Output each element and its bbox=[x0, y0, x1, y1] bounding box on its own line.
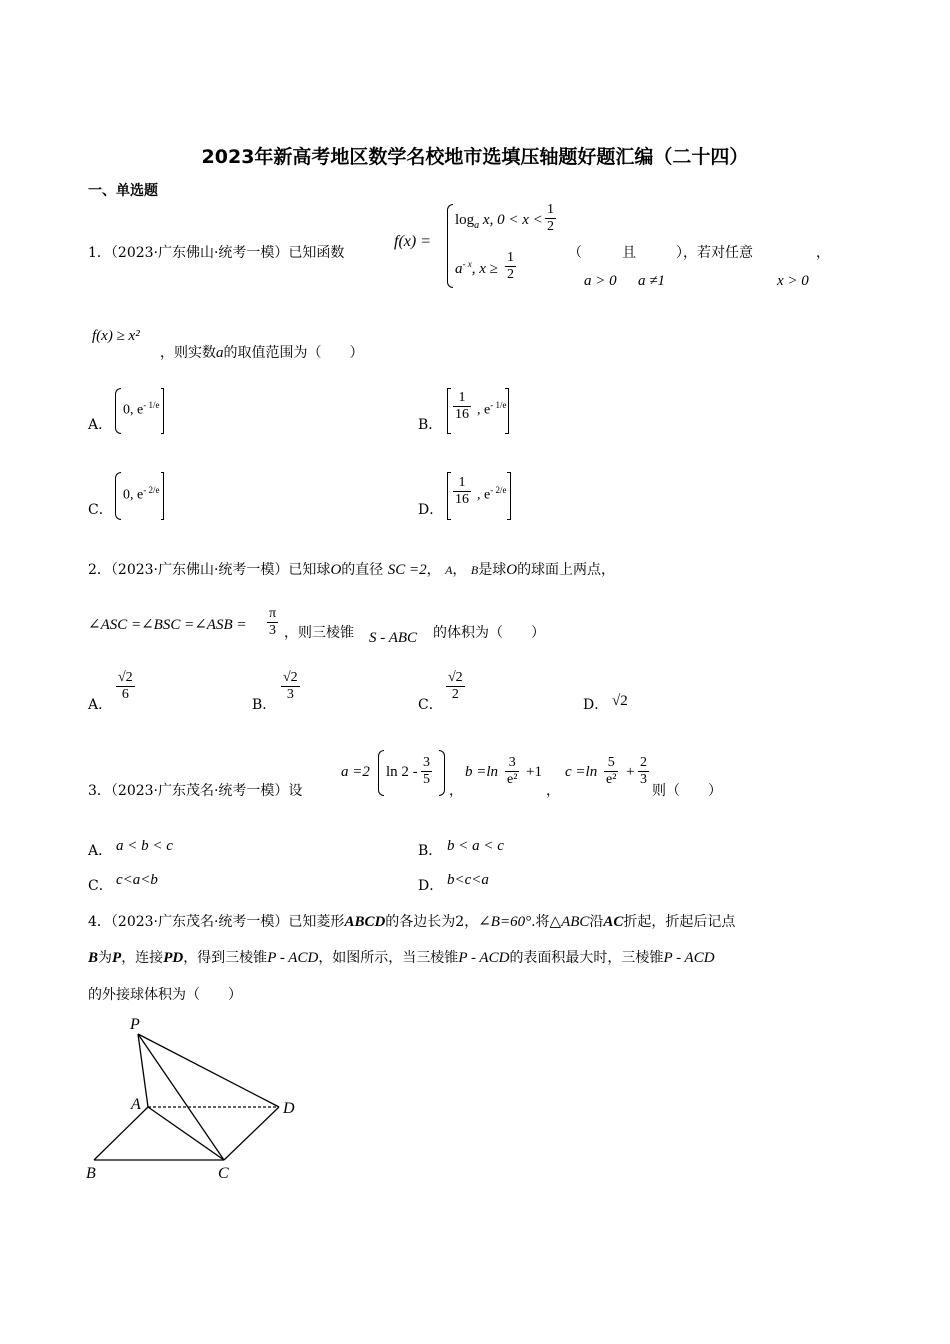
q3-prefix: 3．（2023·广东茂名·统考一模）设 bbox=[88, 783, 303, 799]
label-p: P bbox=[130, 1016, 140, 1033]
q3-comma2: ， bbox=[546, 783, 560, 799]
q1-d-frac: $\frac{1}{16}$ bbox=[455, 475, 469, 507]
edge-pd bbox=[138, 1034, 279, 1107]
q1-b-rbrk bbox=[505, 388, 509, 434]
q2-angles: ∠ASC =∠BSC =∠ASB = bbox=[88, 617, 247, 633]
q3-option-c[interactable]: c<a<b bbox=[116, 872, 158, 888]
edge-pc bbox=[138, 1034, 224, 1160]
q1-option-b[interactable] bbox=[447, 388, 513, 434]
q1-d-lbrk bbox=[447, 472, 451, 520]
q1-ineq: f(x) ≥ x² bbox=[92, 328, 140, 344]
q2-option-a[interactable]: $\frac{√2}{6}$ bbox=[118, 670, 133, 702]
q1-tail: ，则实数a的取值范围为（ ） bbox=[160, 345, 364, 361]
q3-option-a-label[interactable]: A． bbox=[88, 843, 113, 859]
q3-option-d[interactable]: b<c<a bbox=[447, 872, 489, 888]
q1-comma: ， bbox=[816, 245, 830, 261]
q2-sabc: S - ABC bbox=[369, 630, 418, 646]
label-c: C bbox=[218, 1165, 229, 1182]
q3-frac-3-5: $\frac{3}{5}$ bbox=[423, 755, 430, 787]
edge-ac bbox=[148, 1107, 224, 1160]
q2-pi-3: $\frac{\pi}{3}$ bbox=[269, 606, 277, 638]
q1-c-rbrk bbox=[161, 472, 164, 520]
q3-tail: 则（ ） bbox=[652, 783, 722, 799]
label-b: B bbox=[86, 1165, 96, 1182]
q3-option-b[interactable]: b < a < c bbox=[447, 838, 504, 854]
q3-a-expr: a =2 bbox=[341, 764, 370, 780]
q3-frac-2-3: $\frac{2}{3}$ bbox=[640, 755, 647, 787]
q4-pyramid-figure bbox=[80, 1012, 320, 1187]
q2-option-b-label[interactable]: B． bbox=[252, 697, 277, 713]
section-heading: 一、单选题 bbox=[88, 183, 158, 199]
q3-c-expr: c =ln bbox=[565, 764, 598, 780]
q2-mid4: ，则三棱锥 bbox=[284, 625, 354, 641]
page-title: 2023年新高考地区数学名校地市选填压轴题好题汇编（二十四） bbox=[201, 146, 749, 168]
q2-option-a-label[interactable]: A． bbox=[88, 697, 113, 713]
q2-option-d[interactable]: √2 bbox=[612, 693, 628, 709]
q1-option-c-label[interactable]: C． bbox=[88, 502, 113, 518]
q4-line3: 的外接球体积为（ ） bbox=[88, 987, 242, 1003]
q2-option-b[interactable]: $\frac{√2}{3}$ bbox=[283, 670, 298, 702]
q4-line1: 4．（2023·广东茂名·统考一模）已知菱形ABCD的各边长为2，∠B=60°.将△ABC沿AC折起，折起后记点 bbox=[88, 914, 736, 930]
q1-b-value: , $e^{- 1/e}$ bbox=[477, 400, 507, 418]
q1-cond2: a ≠1 bbox=[638, 273, 665, 289]
q3-plus1: +1 bbox=[526, 764, 542, 780]
q1-a-value: 0, $e^{- 1/e}$ bbox=[123, 400, 160, 418]
q1-case-brace bbox=[447, 204, 453, 288]
q3-frac-3-e2: $\frac{3}{\text{e²}}$ bbox=[507, 755, 518, 787]
q1-option-c[interactable] bbox=[115, 472, 171, 520]
edge-ab bbox=[94, 1107, 148, 1160]
q3-ln2: ln 2 - bbox=[386, 764, 418, 780]
q1-option-d[interactable] bbox=[447, 472, 515, 520]
q1-case2: $a^{- x}$, x ≥ bbox=[455, 259, 498, 277]
q1-half-1: $\frac{1}{2}$ bbox=[547, 202, 554, 234]
q1-a-rbrk bbox=[161, 388, 164, 434]
label-a: A bbox=[131, 1096, 141, 1113]
q1-d-rbrk bbox=[507, 472, 511, 520]
q1-b-lbrk bbox=[447, 388, 451, 434]
q1-option-b-label[interactable]: B． bbox=[418, 417, 443, 433]
q2-option-c-label[interactable]: C． bbox=[418, 697, 443, 713]
q1-d-value: , $e^{- 2/e}$ bbox=[477, 485, 507, 503]
q1-a-lbrk bbox=[115, 388, 121, 434]
q1-option-d-label[interactable]: D． bbox=[418, 502, 444, 518]
q1-qie: 且 bbox=[622, 245, 636, 261]
q3-option-d-label[interactable]: D． bbox=[418, 878, 444, 894]
q3-a-rparen bbox=[439, 750, 445, 796]
q3-option-a[interactable]: a < b < c bbox=[116, 838, 173, 854]
q3-comma1: ， bbox=[449, 783, 463, 799]
q1-half-2: $\frac{1}{2}$ bbox=[507, 250, 514, 282]
q1-c-lbrk bbox=[115, 472, 121, 520]
q3-option-b-label[interactable]: B． bbox=[418, 843, 443, 859]
q1-fx: f(x) = bbox=[394, 233, 431, 250]
q3-option-c-label[interactable]: C． bbox=[88, 878, 113, 894]
q1-paren-open: （ bbox=[568, 245, 582, 261]
q2-tail: 的体积为（ ） bbox=[433, 625, 545, 641]
q3-a-lparen bbox=[378, 750, 384, 796]
q1-option-a[interactable] bbox=[115, 388, 171, 434]
q3-frac-5-e2: $\frac{5}{\text{e²}}$ bbox=[606, 755, 617, 787]
q2-option-d-label[interactable]: D． bbox=[583, 697, 609, 713]
q4-line2: B为P，连接PD，得到三棱锥P - ACD，如图所示，当三棱锥P - ACD的表面积最大时，三棱锥P - ACD bbox=[88, 950, 715, 966]
q2-line1: 2．（2023·广东佛山·统考一模）已知球O的直径 SC =2， A， B是球O的球面上两点， bbox=[88, 562, 616, 578]
q3-plus: + bbox=[626, 764, 635, 780]
q1-case1: $\log_a x$, 0 < x < bbox=[455, 212, 543, 231]
label-d: D bbox=[283, 1100, 295, 1117]
q3-b-expr: b =ln bbox=[465, 764, 499, 780]
q1-b-frac: $\frac{1}{16}$ bbox=[455, 390, 469, 422]
q1-option-a-label[interactable]: A． bbox=[88, 417, 113, 433]
q2-option-c[interactable]: $\frac{√2}{2}$ bbox=[448, 670, 463, 702]
q1-cond1: a > 0 bbox=[584, 273, 617, 289]
q1-c-value: 0, $e^{- 2/e}$ bbox=[123, 485, 160, 503]
q1-prefix: 1．（2023·广东佛山·统考一模）已知函数 bbox=[88, 245, 345, 261]
edge-cd bbox=[224, 1107, 279, 1160]
q1-paren-close: ），若对任意 bbox=[676, 245, 753, 261]
q1-cond3: x > 0 bbox=[777, 273, 809, 289]
